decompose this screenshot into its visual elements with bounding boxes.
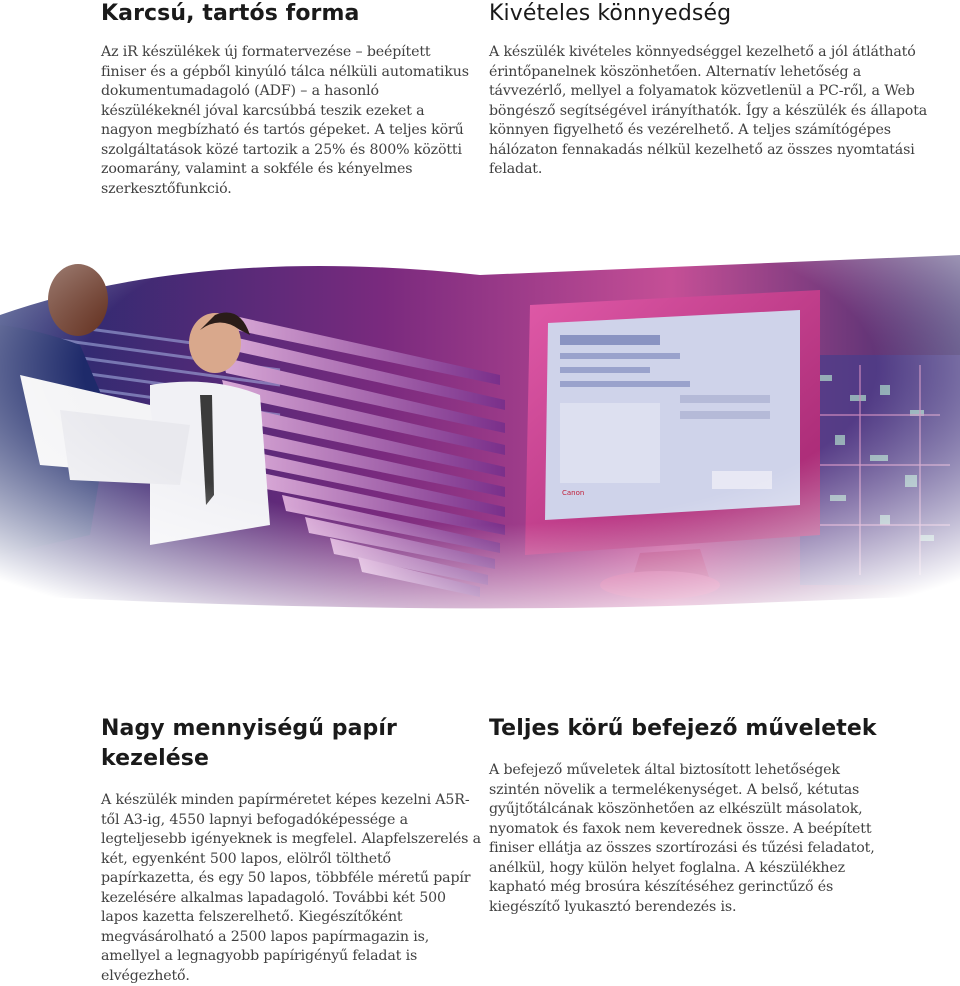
section-ease-of-use (489, 0, 929, 180)
section-title: Teljes körű befejező műveletek (489, 716, 877, 741)
section-slim-form (101, 0, 471, 199)
section-body: A készülék minden papírméretet képes kezelni A5R-től A3-ig, 4550 lapnyi befogadóképessége a legteljesebb igényeknek is megfelel. Alapfelszerelés a két, egyenként 500 lapos, elölről tölthető papírkazetta, és egy 50 lapos, többféle méretű papír kezelésére alkalmas lapadagoló. További két 500 lapos kazetta felszerelhető. Kiegészítőként megvásárolható a 2500 lapos papírmagazin is, amellyel a legnagyobb papírigényű feladat is elvégezhető. (101, 792, 481, 984)
section-paper-handling (101, 714, 481, 986)
hero-illustration (0, 235, 960, 615)
section-body: A befejező műveletek által biztosított lehetőségek szintén növelik a termelékenységet. A belső, kétutas gyűjtőtálcának köszönhetően az elkészült másolatok, nyomatok és faxok nem keverednek össze. A beépített finiser ellátja az összes szortírozási és tűzési feladatot, anélkül, hogy külön helyet foglalna. A készülékhez kapható még brosúra készítéséhez gerinctűző és kiegészítő lyukasztó berendezés is. (489, 762, 875, 915)
section-title: Kivételes könnyedség (489, 1, 732, 26)
section-body: A készülék kivételes könnyedséggel kezelhető a jól átlátható érintőpanelnek köszönhetően. Alternatív lehetőség a távvezérlő, mellyel a folyamatok közvetlenül a PC-ről, a Web böngésző segítségével irányíthatók. Így a készülék és állapota könnyen figyelhető és vezérelhető. A teljes számítógépes hálózaton fennakadás nélkül kezelhető az összes nyomtatási feladat. (489, 44, 928, 177)
section-title: Nagy mennyiségű papír kezelése (101, 716, 397, 771)
section-finishing (489, 714, 889, 917)
section-body: Az iR készülékek új formatervezése – beépített finiser és a gépből kinyúló tálca nélküli automatikus dokumentumadagoló (ADF) – a hasonló készülékeknél jóval karcsúbbá teszik ezeket a nagyon megbízható és tartós gépeket. A teljes körű szolgáltatások közé tartozik a 25% és 800% közötti zoomarány, valamint a sokféle és kényelmes szerkesztőfunkció. (101, 44, 469, 197)
section-title: Karcsú, tartós forma (101, 1, 360, 26)
